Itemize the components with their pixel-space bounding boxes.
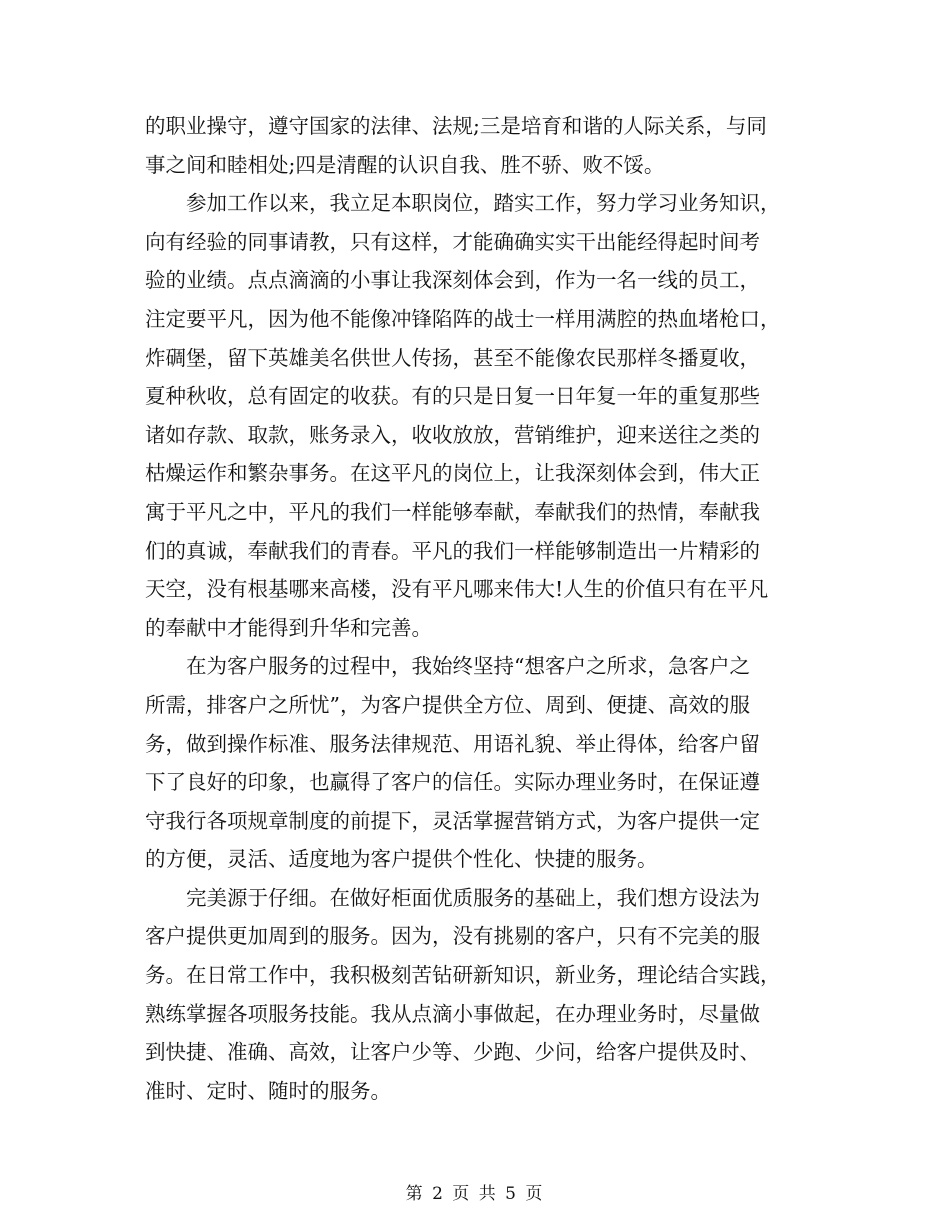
- text-line: 天空，没有根基哪来高楼，没有平凡哪来伟大!人生的价值只有在平凡: [145, 577, 769, 602]
- text-line: 准时、定时、随时的服务。: [145, 1078, 391, 1103]
- text-line: 向有经验的同事请教，只有这样，才能确确实实干出能经得起时间考: [145, 229, 760, 254]
- text-line: 夏种秋收，总有固定的收获。有的只是日复一日年复一年的重复那些: [145, 384, 760, 409]
- text-line: 务。在日常工作中，我积极刻苦钻研新知识，新业务，理论结合实践，: [145, 963, 781, 988]
- text-line: 客户提供更加周到的服务。因为，没有挑剔的客户，只有不完美的服: [145, 924, 760, 949]
- text-line: 验的业绩。点点滴滴的小事让我深刻体会到，作为一名一线的员工，: [145, 268, 760, 293]
- paragraph-1: [145, 107, 810, 184]
- document-body: [145, 107, 810, 1110]
- text-line: 们的真诚，奉献我们的青春。平凡的我们一样能够制造出一片精彩的: [145, 538, 760, 563]
- text-line: 枯燥运作和繁杂事务。在这平凡的岗位上，让我深刻体会到，伟大正: [145, 461, 760, 486]
- text-line: 下了良好的印象，也赢得了客户的信任。实际办理业务时，在保证遵: [145, 770, 760, 795]
- text-line: 参加工作以来，我立足本职岗位，踏实工作，努力学习业务知识，: [145, 191, 781, 216]
- text-line: 诸如存款、取款，账务录入，收收放放，营销维护，迎来送往之类的: [145, 422, 760, 447]
- text-line: 所需，排客户之所忧”，为客户提供全方位、周到、便捷、高效的服: [145, 692, 750, 717]
- text-line: 熟练掌握各项服务技能。我从点滴小事做起，在办理业务时，尽量做: [145, 1001, 760, 1026]
- text-line: 守我行各项规章制度的前提下，灵活掌握营销方式，为客户提供一定: [145, 808, 760, 833]
- text-line: 务，做到操作标准、服务法律规范、用语礼貌、举止得体，给客户留: [145, 731, 760, 756]
- text-line: 的奉献中才能得到升华和完善。: [145, 615, 432, 640]
- text-line: 的职业操守，遵守国家的法律、法规;三是培育和谐的人际关系，与同: [145, 114, 767, 138]
- page-number-footer: 第 2 页 共 5 页: [405, 1184, 545, 1204]
- text-line: 注定要平凡，因为他不能像冲锋陷阵的战士一样用满腔的热血堵枪口，: [145, 306, 781, 331]
- paragraph-4: [145, 879, 810, 1111]
- paragraph-2: [145, 184, 810, 647]
- text-line: 到快捷、准确、高效，让客户少等、少跑、少问，给客户提供及时、: [145, 1040, 760, 1065]
- text-line: 寓于平凡之中，平凡的我们一样能够奉献，奉献我们的热情，奉献我: [145, 499, 760, 524]
- text-line: 炸碉堡，留下英雄美名供世人传扬，甚至不能像农民那样冬播夏收，: [145, 345, 760, 370]
- paragraph-3: [145, 647, 810, 879]
- text-line: 在为客户服务的过程中，我始终坚持“想客户之所求，急客户之: [145, 654, 750, 679]
- text-line: 的方便，灵活、适度地为客户提供个性化、快捷的服务。: [145, 847, 658, 872]
- text-line: 事之间和睦相处;四是清醒的认识自我、胜不骄、败不馁。: [145, 152, 665, 177]
- text-line: 完美源于仔细。在做好柜面优质服务的基础上，我们想方设法为: [145, 885, 760, 910]
